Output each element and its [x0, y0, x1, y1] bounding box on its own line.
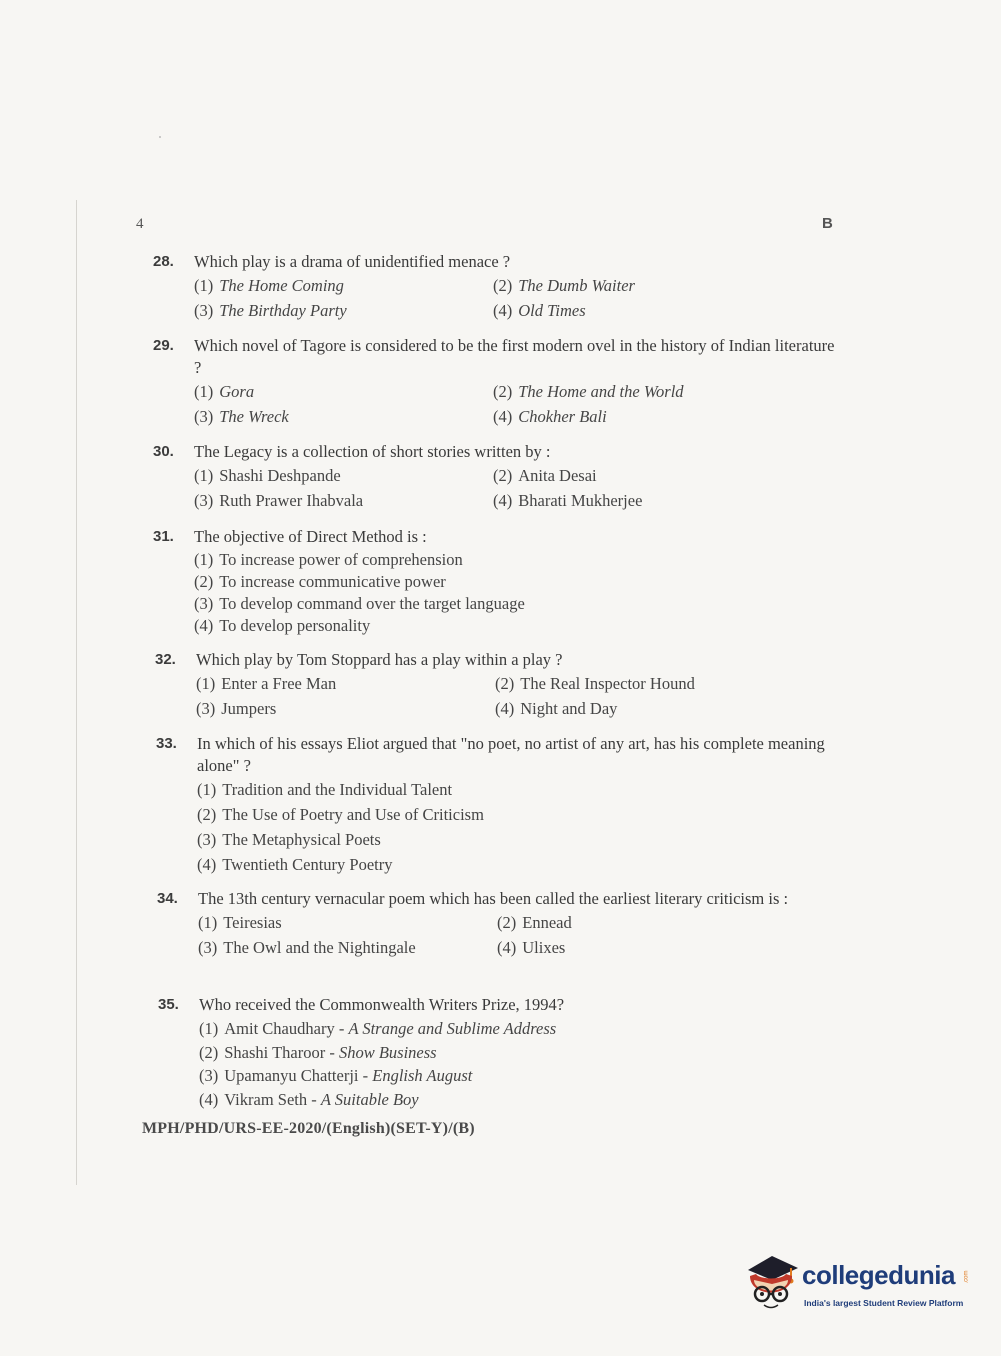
option-2: (2) The Dumb Waiter [493, 276, 635, 295]
option-2: (2) Ennead [497, 913, 572, 932]
option-4: (4) Night and Day [495, 699, 618, 718]
question-number: 28. [153, 253, 174, 270]
option-4: (4) Vikram Seth - A Suitable Boy [199, 1089, 419, 1109]
option-3: (3) Upamanyu Chatterji - English August [199, 1066, 473, 1085]
option-2: (2) The Use of Poetry and Use of Criticism [197, 805, 484, 824]
option-3: (3) To develop command over the target language [194, 594, 525, 613]
page-margin-line [76, 200, 77, 1185]
question-number: 35. [158, 996, 179, 1013]
question-34 [157, 888, 847, 959]
option-1: (1) Tradition and the Individual Talent [197, 780, 453, 799]
option-3: (3) The Owl and the Nightingale [198, 938, 416, 957]
question-text: The 13th century vernacular poem which has been called the earliest literary criticism is : [198, 889, 789, 908]
set-letter: B [822, 215, 833, 232]
options [198, 912, 847, 959]
collegedunia-logo[interactable] [742, 1248, 972, 1318]
question-35 [158, 994, 848, 1112]
option-4: (4) Twentieth Century Poetry [197, 855, 393, 874]
option-1: (1) Enter a Free Man [196, 674, 337, 693]
option-3: (3) The Birthday Party [194, 301, 347, 320]
paper-code: MPH/PHD/URS-EE-2020/(English)(SET-Y)/(B) [142, 1120, 475, 1137]
option-1: (1) To increase power of comprehension [194, 550, 463, 569]
option-4: (4) Bharati Mukherjee [493, 491, 643, 510]
option-1: (1) Gora [194, 382, 255, 401]
question-text: Who received the Commonwealth Writers Prize, 1994? [199, 995, 565, 1014]
option-1: (1) The Home Coming [194, 276, 344, 295]
options [197, 779, 846, 879]
logo-tagline: India's largest Student Review Platform [804, 1298, 964, 1308]
options [194, 549, 843, 637]
question-text: Which play is a drama of unidentified menace ? [194, 252, 511, 271]
question-number: 31. [153, 528, 174, 545]
options [196, 673, 845, 720]
logo-wordmark: collegedunia [802, 1260, 955, 1290]
question-text: The Legacy is a collection of short stories written by : [194, 442, 551, 461]
options [194, 381, 843, 428]
question-text: The objective of Direct Method is : [194, 527, 427, 546]
option-3: (3) Jumpers [196, 699, 277, 718]
option-2: (2) The Real Inspector Hound [495, 674, 695, 693]
option-1: (1) Amit Chaudhary - A Strange and Sublime Address [199, 1019, 557, 1038]
page-number: 4 [136, 216, 144, 232]
option-2: (2) To increase communicative power [194, 572, 446, 591]
question-text: In which of his essays Eliot argued that "no poet, no artist of any art, has his complete meaning alone" ? [197, 734, 825, 775]
question-30 [153, 441, 843, 512]
options [199, 1018, 848, 1112]
option-2: (2) The Home and the World [493, 382, 684, 401]
question-28 [153, 251, 843, 322]
option-2: (2) Anita Desai [493, 466, 597, 485]
option-3: (3) The Wreck [194, 407, 289, 426]
question-33 [156, 733, 846, 879]
options [194, 275, 843, 322]
question-text: Which play by Tom Stoppard has a play within a play ? [196, 650, 563, 669]
logo-suffix: .com [963, 1270, 970, 1284]
option-1: (1) Teiresias [198, 913, 282, 932]
question-32 [155, 649, 845, 720]
option-1: (1) Shashi Deshpande [194, 466, 341, 485]
option-3: (3) The Metaphysical Poets [197, 830, 381, 849]
options [194, 465, 843, 512]
question-number: 33. [156, 735, 177, 752]
question-29 [153, 335, 843, 428]
question-31 [153, 526, 843, 637]
question-number: 34. [157, 890, 178, 907]
option-4: (4) Old Times [493, 301, 586, 320]
scan-speck [159, 136, 161, 138]
question-number: 32. [155, 651, 176, 668]
question-number: 29. [153, 337, 174, 354]
option-2: (2) Shashi Tharoor - Show Business [199, 1042, 437, 1062]
question-text: Which novel of Tagore is considered to be the first modern ovel in the history of Indian literature ? [194, 336, 835, 377]
question-number: 30. [153, 443, 174, 460]
option-4: (4) Ulixes [497, 938, 566, 957]
option-4: (4) Chokher Bali [493, 407, 607, 426]
mascot-icon [742, 1250, 800, 1312]
option-4: (4) To develop personality [194, 616, 371, 635]
option-3: (3) Ruth Prawer Ihabvala [194, 491, 364, 510]
